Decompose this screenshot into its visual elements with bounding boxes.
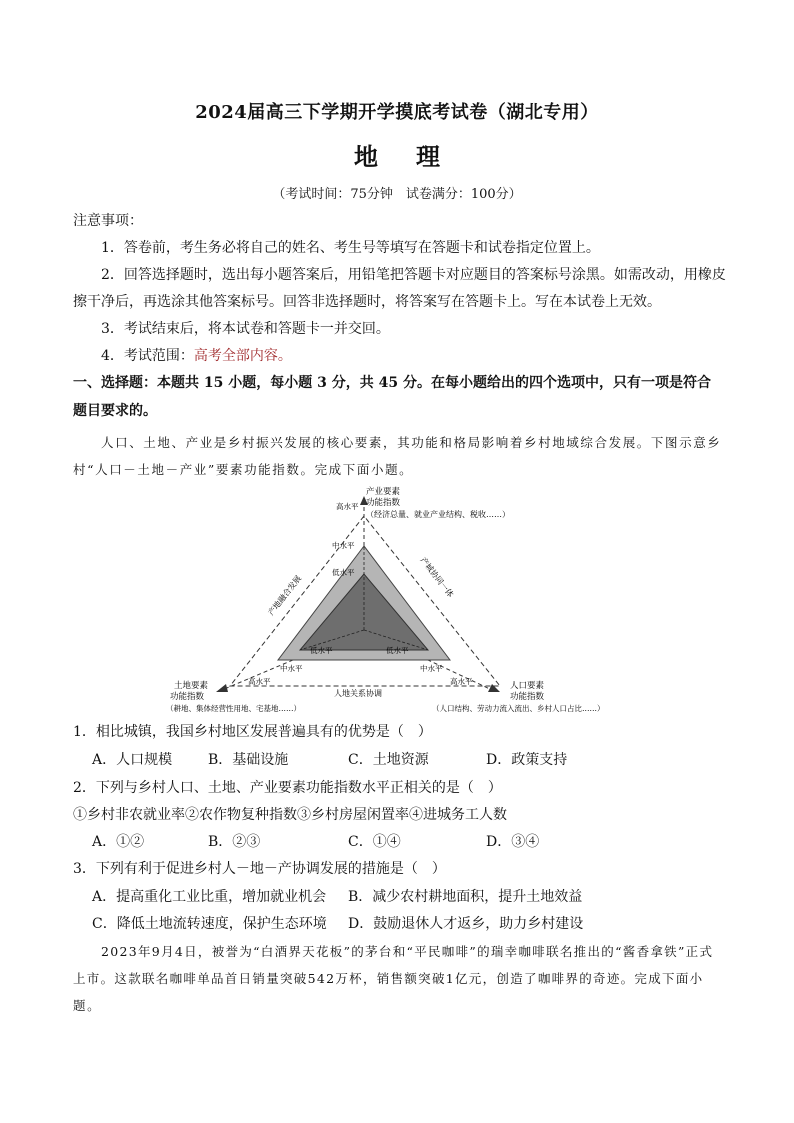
q1-option-d[interactable]: D．政策支持 xyxy=(486,752,568,768)
right-mid-label: 中水平 xyxy=(420,664,443,673)
q3-option-d[interactable]: D．鼓励退休人才返乡，助力乡村建设 xyxy=(348,916,584,932)
top-high-label: 高水平 xyxy=(336,502,359,511)
edge-left-label: 产地融合发展 xyxy=(266,573,304,618)
q1-option-c[interactable]: C．土地资源 xyxy=(348,752,429,768)
exam-title: 2024届高三下学期开学摸底考试卷（湖北专用） xyxy=(195,102,599,123)
passage-2-line-3: 题。 xyxy=(73,998,102,1013)
section-1-heading-cont: 题目要求的。 xyxy=(73,403,157,419)
exam-info: （考试时间：75分钟 试卷满分：100分） xyxy=(272,187,522,202)
q2-option-d[interactable]: D．③④ xyxy=(486,834,540,850)
notes-heading: 注意事项： xyxy=(73,213,143,229)
right-title: 人口要素 xyxy=(510,681,545,691)
q2-option-b[interactable]: B．②③ xyxy=(208,834,261,850)
question-3-options-row-1 xyxy=(92,886,712,906)
passage-1-line-1: 人口、土地、产业是乡村振兴发展的核心要素，其功能和格局影响着乡村地域综合发展。下图示意乡 xyxy=(101,435,722,450)
q2-option-c[interactable]: C．①④ xyxy=(348,834,401,850)
section-1-heading: 一、选择题：本题共 15 小题，每小题 3 分，共 45 分。在每小题给出的四个选项中，只有一项是符合 xyxy=(73,375,711,391)
element-function-diagram xyxy=(160,478,650,718)
question-2-options xyxy=(92,831,712,851)
arrowhead-right xyxy=(488,684,500,692)
q1-option-b[interactable]: B．基础设施 xyxy=(208,752,289,768)
q2-option-a[interactable]: A．①② xyxy=(92,834,145,850)
left-low-label: 低水平 xyxy=(310,646,333,655)
left-high-label: 高水平 xyxy=(248,677,271,686)
right-high-label: 高水平 xyxy=(450,677,473,686)
passage-2-line-2: 上市。这款联名咖啡单品首日销量突破542万杯，销售额突破1亿元，创造了咖啡界的奇迹。完成下面小 xyxy=(73,971,704,986)
top-mid-label: 中水平 xyxy=(332,541,355,550)
subject-char-2: 理 xyxy=(416,142,440,171)
q1-option-a[interactable]: A．人口规模 xyxy=(92,752,173,768)
note-item-1: 1．答卷前，考生务必将自己的姓名、考生号等填写在答题卡和试卷指定位置上。 xyxy=(101,240,600,256)
note-item-4 xyxy=(101,345,292,365)
top-title: 产业要素 xyxy=(366,487,401,497)
note-item-2-cont: 擦干净后，再选涂其他答案标号。回答非选择题时，将答案写在答题卡上。写在本试卷上无效。 xyxy=(73,294,661,310)
question-3-options-row-2 xyxy=(92,913,712,933)
edge-right-label: 产城协同一体 xyxy=(418,555,456,600)
left-title: 土地要素 xyxy=(174,681,209,691)
q3-option-c[interactable]: C．降低土地流转速度，保护生态环境 xyxy=(92,916,327,932)
subject-heading xyxy=(0,137,794,172)
question-1-stem: 1．相比城镇，我国乡村地区发展普遍具有的优势是（ ） xyxy=(73,724,432,740)
left-sub: 功能指数 xyxy=(170,692,205,702)
note-item-3: 3．考试结束后，将本试卷和答题卡一并交回。 xyxy=(101,321,390,337)
note-item-2: 2．回答选择题时，选出每小题答案后，用铅笔把答题卡对应题目的答案标号涂黑。如需改动，用橡皮 xyxy=(101,267,726,283)
scope-label: 4．考试范围： xyxy=(101,348,194,364)
right-low-label: 低水平 xyxy=(386,646,409,655)
top-note: （经济总量、就业产业结构、税收……） xyxy=(366,510,510,519)
left-note: （耕地、集体经营性用地、宅基地……） xyxy=(166,704,301,713)
question-2-items: ①乡村非农就业率②农作物复种指数③乡村房屋闲置率④进城务工人数 xyxy=(73,807,507,823)
top-sub: 功能指数 xyxy=(366,498,401,508)
right-note: （人口结构、劳动力流入流出、乡村人口占比……） xyxy=(432,704,605,713)
arrowhead-left xyxy=(216,684,228,692)
edge-bottom-label: 人地关系协调 xyxy=(334,689,382,698)
passage-2-line-1: 2023年9月4日，被誉为“白酒界天花板”的茅台和“平民咖啡”的瑞幸咖啡联名推出的“酱香拿铁”正式 xyxy=(101,944,714,959)
question-1-options xyxy=(92,749,712,769)
question-2-stem: 2．下列与乡村人口、土地、产业要素功能指数水平正相关的是（ ） xyxy=(73,780,502,796)
question-3-stem: 3．下列有利于促进乡村人－地－产协调发展的措施是（ ） xyxy=(73,861,446,877)
left-mid-label: 中水平 xyxy=(280,664,303,673)
q3-option-a[interactable]: A．提高重化工业比重，增加就业机会 xyxy=(92,889,327,905)
scope-value: 高考全部内容。 xyxy=(193,348,292,364)
subject-char-1: 地 xyxy=(354,142,378,171)
passage-1-line-2: 村“人口－土地－产业”要素功能指数。完成下面小题。 xyxy=(73,462,414,477)
right-sub: 功能指数 xyxy=(510,692,545,702)
q3-option-b[interactable]: B．减少农村耕地面积，提升土地效益 xyxy=(348,889,583,905)
top-low-label: 低水平 xyxy=(332,568,355,577)
